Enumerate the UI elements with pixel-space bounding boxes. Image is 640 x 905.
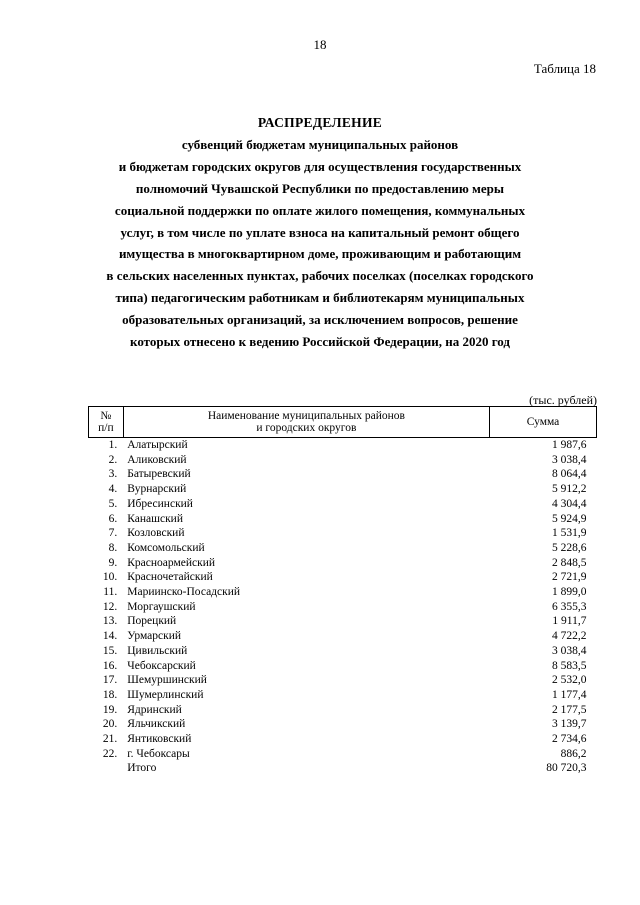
row-number: 15. (102, 644, 118, 657)
row-number: 5. (108, 497, 118, 510)
row-sum: 1 987,6 (552, 439, 587, 451)
row-number: 21. (102, 733, 118, 746)
table-row (89, 497, 597, 512)
table-row (89, 732, 597, 747)
row-name: Ибресинский (127, 497, 193, 510)
heading-line: имущества в многоквартирном доме, проживающим и работающим (118, 246, 522, 262)
heading-line: полномочий Чувашской Республики по предоставлению меры (135, 180, 505, 196)
row-sum: 6 355,3 (552, 600, 587, 613)
row-sum: 1 531,9 (552, 527, 587, 540)
row-sum: 3 139,7 (552, 718, 587, 731)
table-row (89, 644, 597, 659)
units-label: (тыс. рублей) (529, 393, 597, 407)
row-name: Цивильский (127, 644, 188, 657)
row-number: 7. (108, 527, 118, 540)
table-row (89, 512, 597, 527)
table-row (89, 717, 597, 732)
row-number: 16. (102, 659, 118, 672)
row-name: Красноармейский (127, 556, 215, 569)
row-name: Козловский (127, 527, 185, 540)
row-number: 12. (102, 600, 118, 613)
table-body (89, 438, 597, 777)
row-number: 4. (108, 483, 118, 496)
row-number: 8. (108, 541, 118, 554)
row-name: Батыревский (127, 468, 191, 481)
header-number (89, 407, 124, 438)
row-name: Мариинско-Посадский (127, 586, 241, 599)
header-sum: Сумма (490, 407, 597, 438)
row-number: 2. (108, 453, 118, 466)
row-name: Вурнарский (127, 483, 187, 496)
row-number: 13. (102, 615, 118, 628)
row-sum: 8 064,4 (552, 468, 587, 481)
row-name: Моргаушский (127, 600, 196, 613)
row-number: 18. (102, 688, 118, 701)
row-number: 6. (108, 512, 118, 525)
row-name: Чебоксарский (127, 659, 196, 672)
header-name-line: и городских округов (256, 422, 357, 434)
row-name: Шумерлинский (127, 688, 204, 701)
heading-line: которых отнесено к ведению Российской Федерации, на 2020 год (130, 334, 510, 350)
total-number (89, 761, 124, 776)
table-row (89, 438, 597, 453)
row-name: Канашский (127, 512, 183, 525)
row-name: Аликовский (127, 453, 187, 466)
row-number: 22. (102, 747, 118, 760)
row-number: 19. (102, 703, 118, 716)
table-row (89, 526, 597, 541)
row-sum: 2 721,9 (552, 571, 587, 584)
row-sum: 2 734,6 (552, 733, 587, 746)
table-row (89, 570, 597, 585)
table-row (89, 747, 597, 762)
table-row (89, 673, 597, 688)
row-sum: 1 911,7 (552, 615, 587, 628)
row-number: 9. (108, 556, 118, 569)
row-name: Янтиковский (127, 733, 192, 746)
document-heading (60, 112, 580, 353)
total-label: Итого (127, 762, 157, 775)
table-total-row (89, 761, 597, 776)
row-sum: 3 038,4 (552, 453, 587, 466)
row-name: Порецкий (127, 615, 177, 628)
row-sum: 886,2 (560, 747, 587, 760)
distribution-table (88, 406, 597, 776)
row-number: 3. (108, 468, 118, 481)
table-row (89, 585, 597, 600)
heading-line: субвенций бюджетам муниципальных районов (181, 136, 459, 152)
row-sum: 5 912,2 (552, 483, 587, 496)
table-header-row (89, 407, 597, 438)
row-number: 14. (102, 630, 118, 643)
table-row (89, 453, 597, 468)
row-sum: 3 038,4 (552, 644, 587, 657)
row-name: г. Чебоксары (127, 747, 190, 760)
row-name: Алатырский (127, 439, 188, 451)
table-row (89, 482, 597, 497)
row-name: Комсомольский (127, 541, 205, 554)
heading-line: и бюджетам городских округов для осуществления государственных (118, 158, 522, 174)
row-sum: 2 848,5 (552, 556, 587, 569)
table-row (89, 629, 597, 644)
row-number: 20. (102, 718, 118, 731)
row-name: Шемуршинский (127, 674, 207, 687)
table-row (89, 467, 597, 482)
heading-line: образовательных организаций, за исключением вопросов, решение (122, 312, 518, 328)
row-sum: 4 722,2 (552, 630, 587, 643)
total-sum: 80 720,3 (546, 762, 587, 775)
table-row (89, 688, 597, 703)
page-number: 18 (313, 37, 327, 52)
row-name: Урмарский (127, 630, 182, 643)
row-sum: 4 304,4 (552, 497, 587, 510)
table-row (89, 614, 597, 629)
header-name-line: Наименование муниципальных районов (207, 410, 405, 422)
heading-line: типа) педагогическим работникам и библиотекарям муниципальных (115, 290, 525, 306)
header-number-line: № (100, 410, 112, 422)
row-number: 10. (102, 571, 118, 584)
header-name (123, 407, 489, 438)
heading-title: РАСПРЕДЕЛЕНИЕ (257, 115, 383, 130)
row-name: Красночетайский (127, 571, 213, 584)
table-label: Таблица 18 (533, 61, 596, 76)
row-name: Ядринский (127, 703, 182, 716)
row-sum: 1 899,0 (552, 586, 587, 599)
row-sum: 1 177,4 (552, 688, 587, 701)
row-sum: 2 177,5 (552, 703, 587, 716)
row-sum: 5 228,6 (552, 541, 587, 554)
row-sum: 2 532,0 (552, 674, 587, 687)
table-row (89, 703, 597, 718)
row-name: Яльчикский (127, 718, 186, 731)
table-row (89, 556, 597, 571)
row-sum: 5 924,9 (552, 512, 587, 525)
table-row (89, 600, 597, 615)
heading-line: социальной поддержки по оплате жилого помещения, коммунальных (114, 202, 526, 218)
table-row (89, 659, 597, 674)
table-row (89, 541, 597, 556)
row-number: 1. (108, 439, 118, 451)
header-number-line: п/п (98, 422, 114, 434)
heading-line: услуг, в том числе по уплате взноса на капитальный ремонт общего (120, 224, 520, 240)
row-number: 17. (102, 674, 118, 687)
row-sum: 8 583,5 (552, 659, 587, 672)
row-number: 11. (103, 586, 118, 599)
heading-line: в сельских населенных пунктах, рабочих поселках (поселках городского (106, 268, 534, 284)
